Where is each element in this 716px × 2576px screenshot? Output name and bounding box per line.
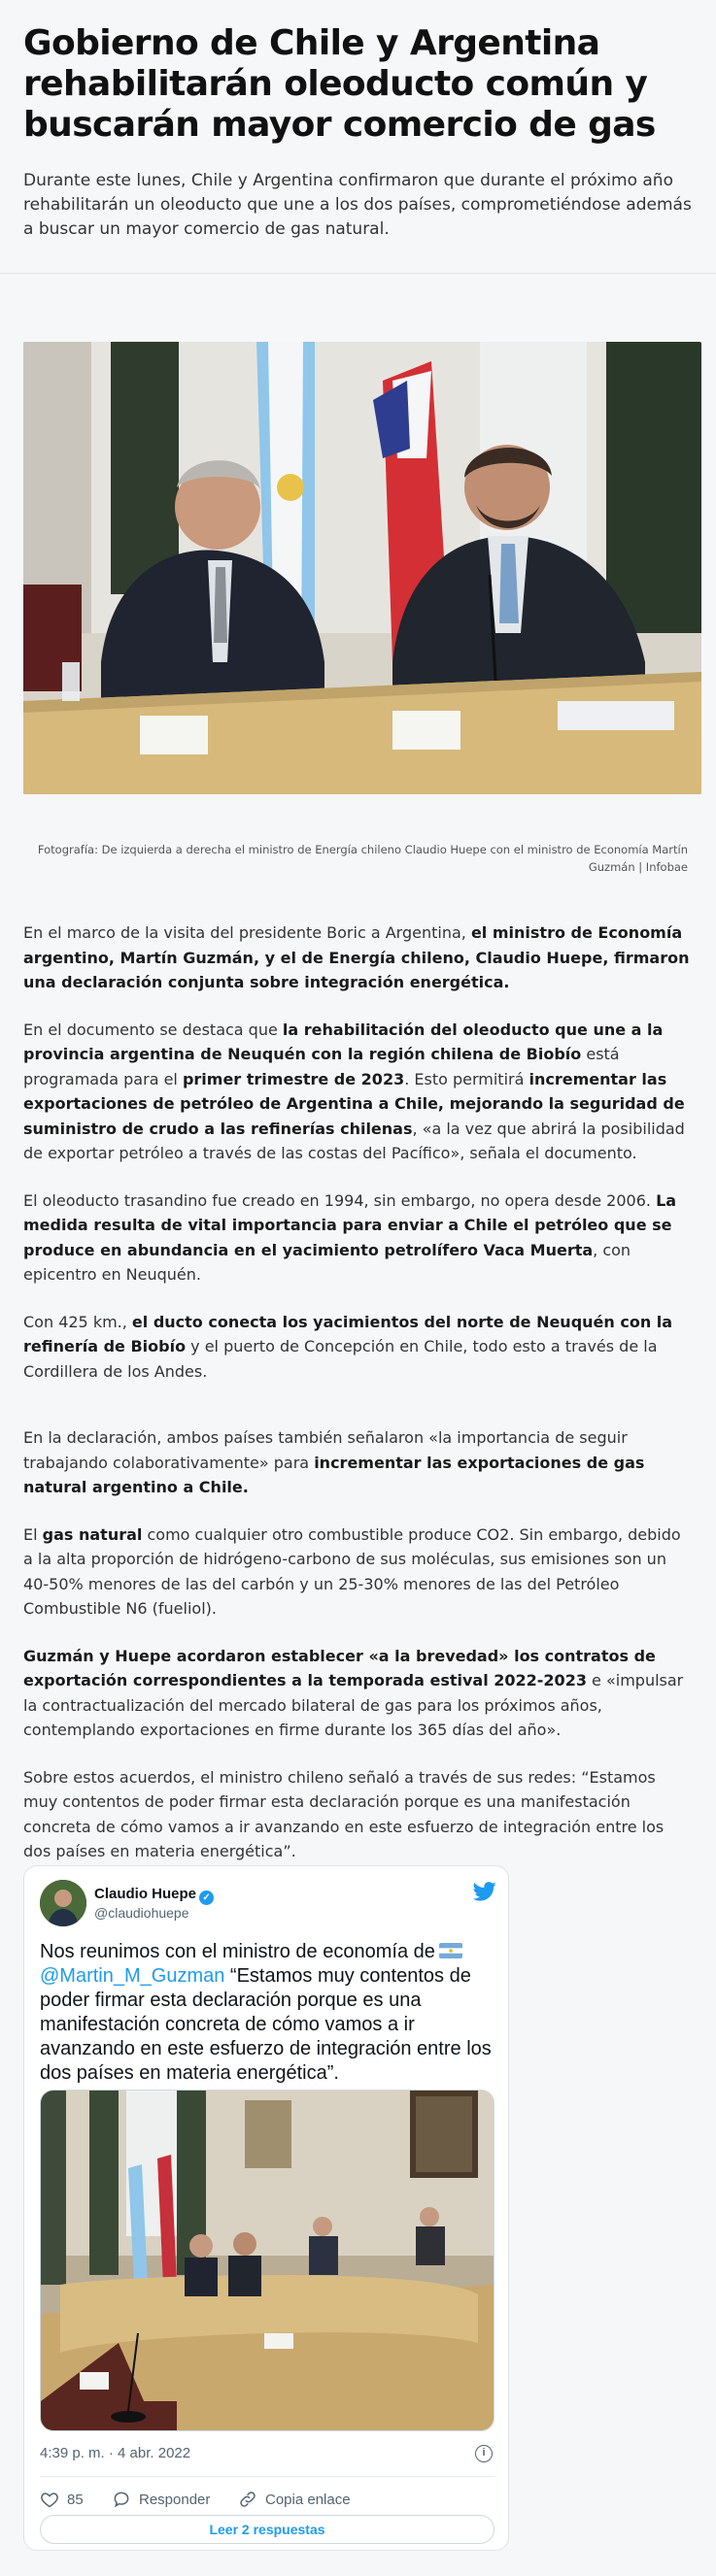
article-body bbox=[23, 920, 694, 1887]
main-photo bbox=[23, 342, 701, 794]
tweet-header bbox=[40, 1880, 496, 1928]
paragraph: Guzmán y Huepe acordaron establecer «a la brevedad» los contratos de exportación correspondientes a la temporada estival 2022-2023 e «impulsar la contractualización del mercado bilateral de gas para los próximos años, contemplando exportaciones en firme durante los 365 días del año». bbox=[23, 1646, 684, 1739]
tweet-actions bbox=[40, 2488, 494, 2511]
like-button[interactable] bbox=[40, 2488, 84, 2511]
paragraph: El gas natural como cualquier otro combustible produce CO2. Sin embargo, debido a la alta proporción de hidrógeno-carbono de sus moléculas, sus emisiones son un 40-50% menores de las del carbón y un 25-30% menores de las del Petróleo Combustible N6 (fueliol). bbox=[23, 1524, 681, 1618]
heart-icon bbox=[40, 2490, 59, 2509]
paragraph: Sobre estos acuerdos, el ministro chileno señaló a través de sus redes: “Estamos muy contentos de poder firmar esta declaración porque es una manifestación concreta de cómo vamos a ir avanzando en este esfuerzo de integración entre los dos países en materia energética”. bbox=[23, 1767, 665, 1860]
like-count: 85 bbox=[67, 2491, 84, 2508]
paragraph: En el documento se destaca que la rehabilitación del oleoducto que une a la provincia argentina de Neuquén con la región chilena de Biobío está programada para el primer trimestre de 2023. Esto permitirá incrementar las exportaciones de petróleo de Argentina a Chile, mejorando la seguridad de suministro de crudo a las refinerías chilenas, «a la vez que abrirá la posibilidad de exportar petróleo a través de las costas del Pacífico», señala el documento. bbox=[23, 1020, 685, 1162]
read-replies-button[interactable]: Leer 2 respuestas bbox=[40, 2515, 494, 2544]
tweet-author-name[interactable]: Claudio Huepe ✓ bbox=[94, 1886, 214, 1905]
tweet-text: Nos reunimos con el ministro de economía de @Martin_M_Guzman “Estamos muy contentos de poder firmar esta declaración porque es una manifestación concreta de cómo vamos a ir avanzando en este esfuerzo de integración entre los dos países en materia energética”. bbox=[40, 1941, 492, 2084]
argentina-flag-icon bbox=[439, 1943, 462, 1958]
info-icon[interactable]: i bbox=[475, 2445, 493, 2462]
copy-link-button[interactable]: Copia enlace bbox=[238, 2488, 351, 2511]
tweet-timestamp[interactable]: 4:39 p. m. · 4 abr. 2022 bbox=[40, 2445, 191, 2461]
article-title: Gobierno de Chile y Argentina rehabilitarán oleoducto común y buscarán mayor comercio de gas bbox=[23, 23, 656, 145]
photo-caption: Fotografía: De izquierda a derecha el ministro de Energía chileno Claudio Huepe con el ministro de Economía Martín Guzmán | Infobae bbox=[37, 843, 688, 874]
paragraph: En el marco de la visita del presidente Boric a Argentina, el ministro de Economía argentino, Martín Guzmán, y el de Energía chileno, Claudio Huepe, firmaron una declaración conjunta sobre integración energética. bbox=[23, 923, 690, 991]
twitter-bird-icon[interactable] bbox=[473, 1882, 496, 1901]
mention-link[interactable]: @Martin_M_Guzman bbox=[40, 1965, 225, 1987]
paragraph: El oleoducto trasandino fue creado en 1994, sin embargo, no opera desde 2006. La medida resulta de vital importancia para enviar a Chile el petróleo que se produce en abundancia en el yacimiento petrolífero Vaca Muerta, con epicentro en Neuquén. bbox=[23, 1190, 677, 1284]
tweet-photo[interactable] bbox=[40, 2090, 494, 2431]
paragraph: En la declaración, ambos países también señalaron «la importancia de seguir trabajando colaborativamente» para incrementar las exportaciones de gas natural argentino a Chile. bbox=[23, 1428, 645, 1496]
tweet-divider bbox=[40, 2476, 494, 2477]
reply-button[interactable]: Responder bbox=[112, 2488, 210, 2511]
verified-icon: ✓ bbox=[199, 1890, 214, 1905]
article-header bbox=[23, 23, 694, 242]
header-divider bbox=[0, 273, 716, 274]
paragraph: Con 425 km., el ducto conecta los yacimientos del norte de Neuquén con la refinería de Biobío y el puerto de Concepción en Chile, todo esto a través de la Cordillera de los Andes. bbox=[23, 1312, 673, 1381]
tweet-author-handle[interactable]: @claudiohuepe bbox=[94, 1905, 189, 1921]
article-lead: Durante este lunes, Chile y Argentina confirmaron que durante el próximo año rehabilitarán un oleoducto que une a los dos países, comprometiéndose además a buscar un mayor comercio de gas natural. bbox=[23, 171, 692, 239]
link-icon bbox=[238, 2490, 257, 2509]
avatar[interactable] bbox=[40, 1880, 86, 1926]
embedded-tweet[interactable] bbox=[23, 1865, 509, 2551]
reply-icon bbox=[112, 2490, 131, 2509]
